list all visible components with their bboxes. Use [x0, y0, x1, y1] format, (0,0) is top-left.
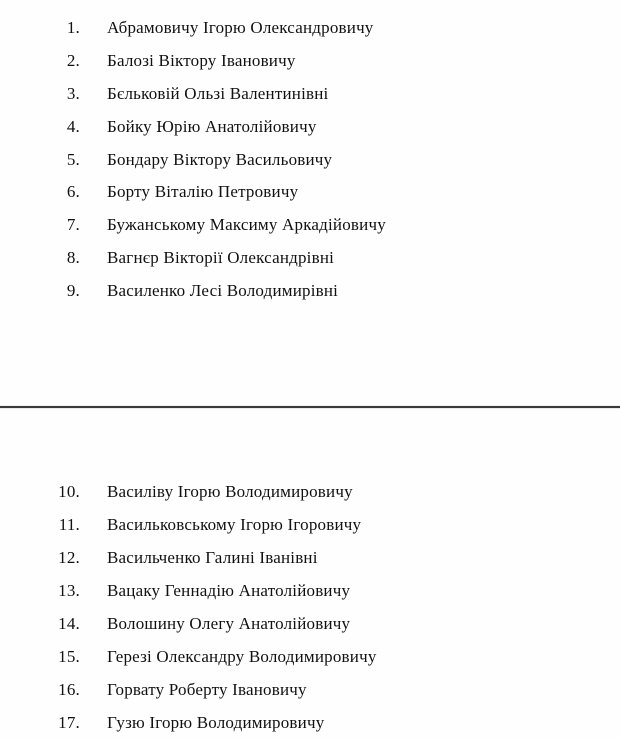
list-item-name: Герезі Олександру Володимировичу [107, 646, 377, 666]
list-item-name: Волошину Олегу Анатолійовичу [107, 613, 351, 633]
list-item-name: Бондару Віктору Васильовичу [107, 149, 333, 169]
list-item-name: Бужанському Максиму Аркадійовичу [107, 215, 386, 235]
list-item-number: 14. [58, 613, 80, 633]
list-item-name: Бойку Юрію Анатолійовичу [107, 116, 317, 136]
list-item-number: 9. [66, 280, 80, 300]
list-item [0, 640, 620, 673]
document-page-1 [0, 0, 620, 307]
list-item [0, 475, 620, 508]
page-break-divider [0, 406, 620, 408]
list-item-name: Абрамовичу Ігорю Олександровичу [107, 18, 374, 38]
list-item-name: Гузю Ігорю Володимировичу [107, 712, 325, 732]
list-item [0, 209, 620, 242]
list-item-number: 6. [66, 182, 80, 202]
list-item-number: 13. [58, 580, 80, 600]
list-item [0, 78, 620, 111]
list-item-number: 17. [58, 712, 80, 732]
list-item-number: 10. [58, 481, 80, 501]
list-item-number: 3. [66, 83, 80, 103]
list-item [0, 706, 620, 739]
list-item-name: Горвату Роберту Івановичу [107, 679, 307, 699]
list-item [0, 12, 620, 45]
list-item-name: Василенко Лесі Володимирівні [107, 280, 339, 300]
list-item-number: 5. [66, 149, 80, 169]
list-item [0, 673, 620, 706]
list-item [0, 274, 620, 307]
list-item-name: Васильченко Галині Іванівні [107, 547, 318, 567]
list-item-number: 16. [58, 679, 80, 699]
list-item-number: 2. [66, 51, 80, 71]
list-item-number: 4. [66, 116, 80, 136]
list-item-name: Вацаку Геннадію Анатолійовичу [107, 580, 351, 600]
list-item-number: 12. [58, 547, 80, 567]
list-item-name: Бєльковій Ользі Валентинівні [107, 83, 329, 103]
list-item [0, 45, 620, 78]
list-item-number: 11. [58, 514, 80, 534]
list-item-number: 8. [66, 247, 80, 267]
list-item-name: Балозі Віктору Івановичу [107, 51, 296, 71]
list-item [0, 176, 620, 209]
list-item-name: Вагнєр Вікторії Олександрівні [107, 247, 335, 267]
list-item-number: 1. [66, 18, 80, 38]
list-item-name: Борту Віталію Петровичу [107, 182, 299, 202]
list-item [0, 541, 620, 574]
list-item-name: Василіву Ігорю Володимировичу [107, 481, 353, 501]
document-page-2 [0, 475, 620, 739]
list-item-number: 15. [58, 646, 80, 666]
list-item-name: Васильковському Ігорю Ігоровичу [107, 514, 362, 534]
list-item [0, 607, 620, 640]
list-item [0, 143, 620, 176]
list-item-number: 7. [66, 215, 80, 235]
list-item [0, 242, 620, 275]
list-item [0, 574, 620, 607]
list-item [0, 508, 620, 541]
list-item [0, 110, 620, 143]
